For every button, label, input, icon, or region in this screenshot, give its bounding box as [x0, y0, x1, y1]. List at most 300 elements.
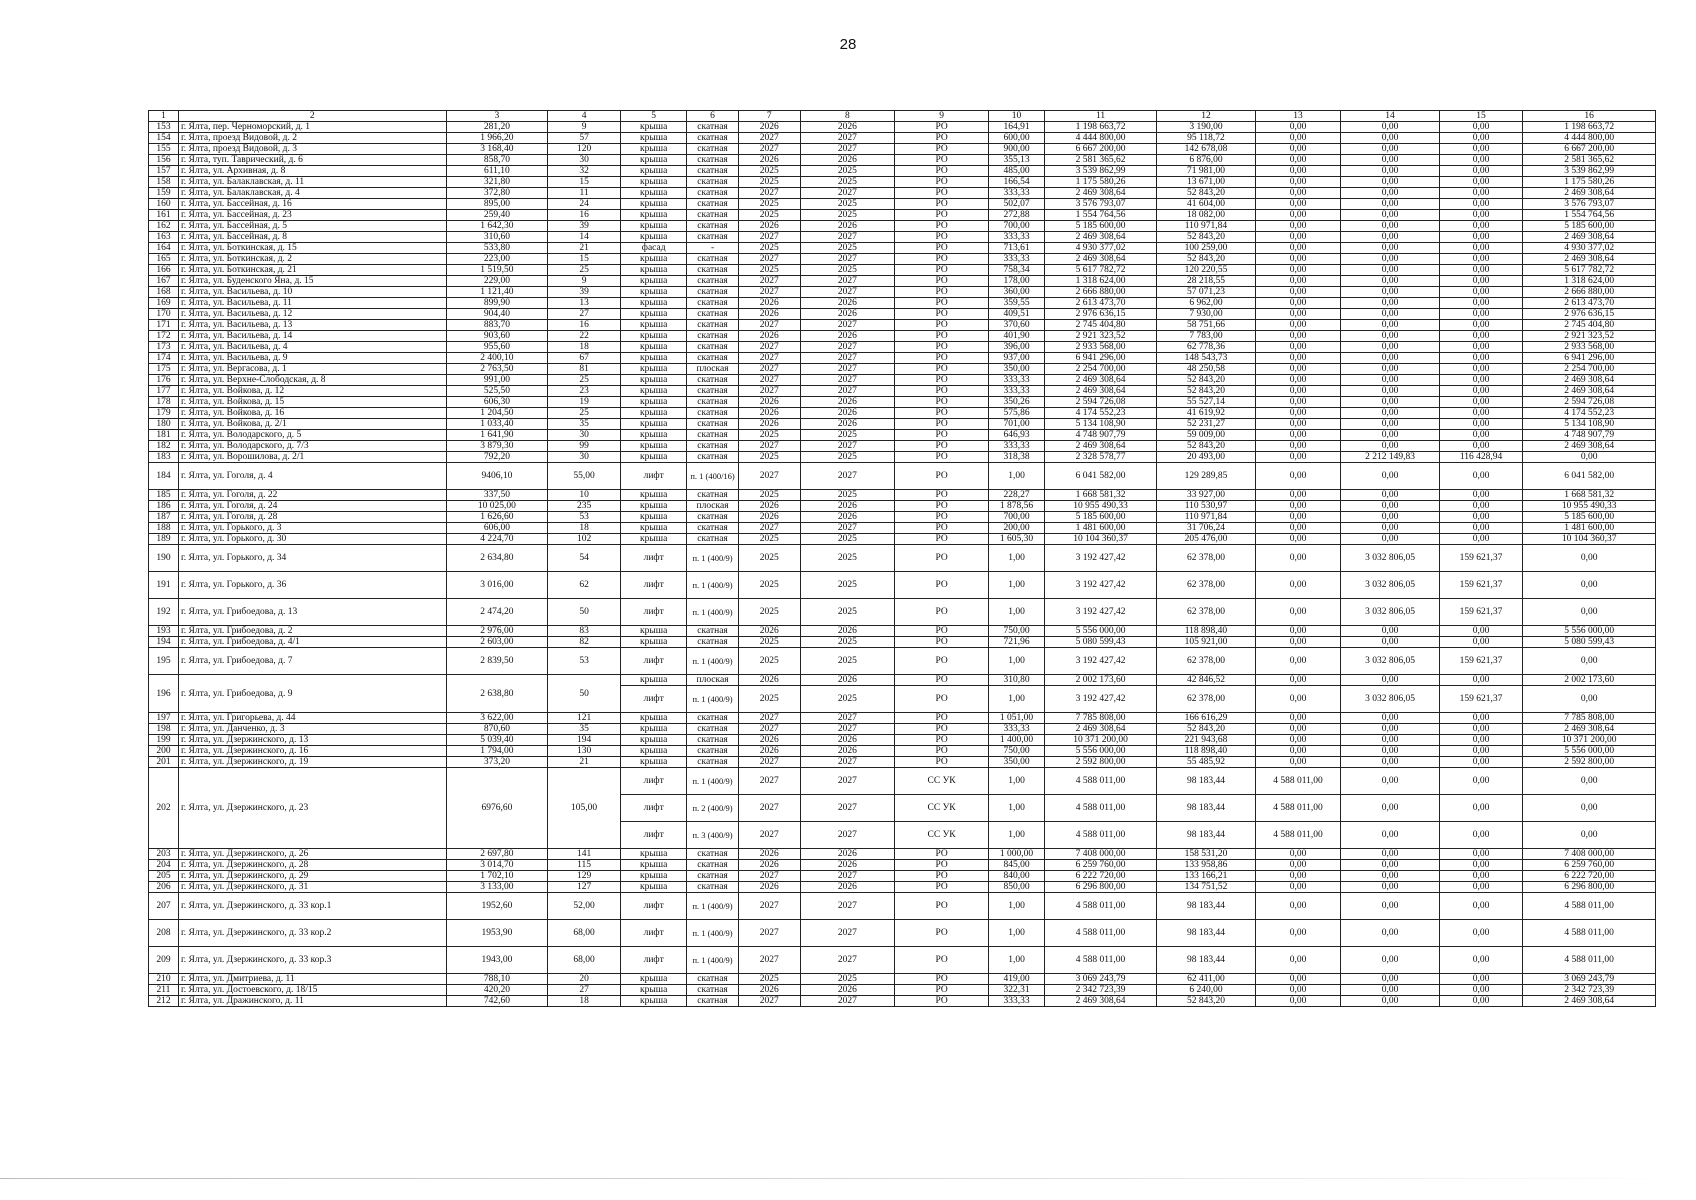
cell-c5: лифт: [621, 822, 687, 849]
cell-c8: 2027: [800, 768, 894, 795]
cell-n: 200: [149, 746, 179, 757]
cell-c15: 0,00: [1439, 724, 1522, 735]
cell-c6: скатная: [687, 724, 738, 735]
cell-c11: 4 588 011,00: [1044, 947, 1156, 974]
cell-c9: РО: [895, 746, 989, 757]
cell-c11: 4 748 907,79: [1044, 430, 1156, 441]
cell-c4: 62: [548, 572, 621, 599]
cell-addr: г. Ялта, проезд Видовой, д. 2: [178, 133, 446, 144]
cell-c7: 2027: [738, 254, 800, 265]
cell-c12: 57 071,23: [1157, 287, 1255, 298]
cell-c13: 0,00: [1255, 974, 1341, 985]
cell-c15: 159 621,37: [1439, 572, 1522, 599]
cell-c5: крыша: [621, 254, 687, 265]
cell-c13: 0,00: [1255, 155, 1341, 166]
cell-c8: 2026: [800, 860, 894, 871]
table-row: [149, 265, 1656, 276]
cell-c3: 1 204,50: [446, 408, 548, 419]
cell-c9: РО: [895, 188, 989, 199]
cell-c3: 373,20: [446, 757, 548, 768]
cell-c7: 2025: [738, 599, 800, 626]
cell-c12: 7 930,00: [1157, 309, 1255, 320]
table-row: [149, 501, 1656, 512]
cell-c6: скатная: [687, 133, 738, 144]
cell-n: 160: [149, 199, 179, 210]
cell-c15: 0,00: [1439, 441, 1522, 452]
cell-c8: 2027: [800, 276, 894, 287]
cell-n: 178: [149, 397, 179, 408]
cell-c5: крыша: [621, 523, 687, 534]
cell-c3: 606,30: [446, 397, 548, 408]
cell-c15: 0,00: [1439, 985, 1522, 996]
table-row: [149, 199, 1656, 210]
cell-c14: 0,00: [1341, 364, 1439, 375]
cell-c5: крыша: [621, 298, 687, 309]
cell-c5: крыша: [621, 974, 687, 985]
cell-c5: крыша: [621, 232, 687, 243]
cell-c9: РО: [895, 637, 989, 648]
cell-c11: 3 192 427,42: [1044, 545, 1156, 572]
cell-c4: 53: [548, 512, 621, 523]
cell-n: 192: [149, 599, 179, 626]
cell-c16: 4 444 800,00: [1523, 133, 1656, 144]
cell-n: 180: [149, 419, 179, 430]
cell-c16: 4 174 552,23: [1523, 408, 1656, 419]
cell-c14: 0,00: [1341, 254, 1439, 265]
cell-c10: 1,00: [989, 648, 1045, 675]
cell-addr: г. Ялта, ул. Гоголя, д. 28: [178, 512, 446, 523]
cell-c10: 272,88: [989, 210, 1045, 221]
cell-c9: РО: [895, 882, 989, 893]
table-row: [149, 735, 1656, 746]
cell-c3: 525,50: [446, 386, 548, 397]
cell-c6: -: [687, 243, 738, 254]
cell-c5: крыша: [621, 177, 687, 188]
cell-c7: 2025: [738, 210, 800, 221]
cell-c12: 133 958,86: [1157, 860, 1255, 871]
cell-c7: 2026: [738, 512, 800, 523]
cell-c3: 2 400,10: [446, 353, 548, 364]
cell-addr: г. Ялта, ул. Верхне-Слободская, д. 8: [178, 375, 446, 386]
cell-c10: 713,61: [989, 243, 1045, 254]
column-header: 8: [800, 111, 894, 122]
cell-addr: г. Ялта, ул. Дражинского, д. 11: [178, 996, 446, 1007]
cell-c15: 0,00: [1439, 155, 1522, 166]
cell-c3: 2 697,80: [446, 849, 548, 860]
cell-c11: 2 328 578,77: [1044, 452, 1156, 463]
cell-c10: 1,00: [989, 795, 1045, 822]
cell-c5: лифт: [621, 545, 687, 572]
cell-c13: 0,00: [1255, 512, 1341, 523]
cell-c3: 2 638,80: [446, 675, 548, 713]
cell-c3: 611,10: [446, 166, 548, 177]
cell-c11: 4 588 011,00: [1044, 920, 1156, 947]
cell-c6: скатная: [687, 452, 738, 463]
table-row: [149, 871, 1656, 882]
cell-c6: скатная: [687, 534, 738, 545]
cell-c11: 6 941 296,00: [1044, 353, 1156, 364]
cell-c14: 0,00: [1341, 974, 1439, 985]
cell-c12: 41 619,92: [1157, 408, 1255, 419]
cell-c13: 0,00: [1255, 419, 1341, 430]
cell-c16: 3 576 793,07: [1523, 199, 1656, 210]
cell-c12: 52 843,20: [1157, 996, 1255, 1007]
cell-c9: РО: [895, 309, 989, 320]
cell-c14: 0,00: [1341, 232, 1439, 243]
cell-addr: г. Ялта, ул. Войкова, д. 2/1: [178, 419, 446, 430]
cell-c4: 11: [548, 188, 621, 199]
cell-c13: 0,00: [1255, 254, 1341, 265]
cell-c14: 3 032 806,05: [1341, 686, 1439, 713]
cell-c16: 2 469 308,64: [1523, 996, 1656, 1007]
cell-c13: 0,00: [1255, 199, 1341, 210]
cell-c6: скатная: [687, 408, 738, 419]
cell-c16: 2 342 723,39: [1523, 985, 1656, 996]
cell-n: 153: [149, 122, 179, 133]
cell-c3: 2 763,50: [446, 364, 548, 375]
cell-c4: 15: [548, 254, 621, 265]
cell-c8: 2025: [800, 599, 894, 626]
cell-c7: 2027: [738, 375, 800, 386]
cell-c9: РО: [895, 199, 989, 210]
cell-c6: п. 1 (400/9): [687, 686, 738, 713]
cell-c3: 2 474,20: [446, 599, 548, 626]
cell-c3: 742,60: [446, 996, 548, 1007]
table-row: [149, 155, 1656, 166]
cell-c14: 0,00: [1341, 947, 1439, 974]
cell-c12: 133 166,21: [1157, 871, 1255, 882]
cell-c8: 2026: [800, 309, 894, 320]
cell-c8: 2027: [800, 342, 894, 353]
cell-c13: 0,00: [1255, 452, 1341, 463]
cell-c8: 2025: [800, 572, 894, 599]
cell-addr: г. Ялта, ул. Грибоедова, д. 13: [178, 599, 446, 626]
cell-c5: крыша: [621, 155, 687, 166]
cell-n: 196: [149, 675, 179, 713]
cell-c4: 102: [548, 534, 621, 545]
cell-c8: 2027: [800, 795, 894, 822]
cell-c13: 0,00: [1255, 221, 1341, 232]
cell-addr: г. Ялта, ул. Васильева, д. 14: [178, 331, 446, 342]
cell-c11: 2 469 308,64: [1044, 188, 1156, 199]
cell-c15: 0,00: [1439, 287, 1522, 298]
table-row: [149, 996, 1656, 1007]
cell-c12: 41 604,00: [1157, 199, 1255, 210]
cell-c16: 4 930 377,02: [1523, 243, 1656, 254]
cell-c8: 2025: [800, 177, 894, 188]
cell-addr: г. Ялта, ул. Васильева, д. 9: [178, 353, 446, 364]
cell-c4: 15: [548, 177, 621, 188]
cell-n: 204: [149, 860, 179, 871]
cell-c12: 134 751,52: [1157, 882, 1255, 893]
cell-c15: 116 428,94: [1439, 452, 1522, 463]
cell-n: 173: [149, 342, 179, 353]
cell-n: 187: [149, 512, 179, 523]
cell-c13: 0,00: [1255, 871, 1341, 882]
column-header: 10: [989, 111, 1045, 122]
cell-c8: 2025: [800, 265, 894, 276]
cell-c11: 2 666 880,00: [1044, 287, 1156, 298]
cell-c7: 2027: [738, 276, 800, 287]
cell-c7: 2025: [738, 534, 800, 545]
cell-c10: 318,38: [989, 452, 1045, 463]
cell-addr: г. Ялта, ул. Дзержинского, д. 13: [178, 735, 446, 746]
cell-c7: 2025: [738, 686, 800, 713]
cell-c14: 0,00: [1341, 882, 1439, 893]
cell-c5: крыша: [621, 675, 687, 686]
cell-c13: 0,00: [1255, 724, 1341, 735]
cell-c12: 58 751,66: [1157, 320, 1255, 331]
cell-c10: 166,54: [989, 177, 1045, 188]
cell-c3: 899,90: [446, 298, 548, 309]
cell-c14: 3 032 806,05: [1341, 545, 1439, 572]
cell-c8: 2027: [800, 188, 894, 199]
cell-c12: 62 378,00: [1157, 686, 1255, 713]
cell-c4: 20: [548, 974, 621, 985]
cell-n: 158: [149, 177, 179, 188]
cell-c7: 2027: [738, 822, 800, 849]
cell-c10: 646,93: [989, 430, 1045, 441]
cell-c11: 2 469 308,64: [1044, 375, 1156, 386]
cell-c7: 2026: [738, 221, 800, 232]
cell-c3: 1 519,50: [446, 265, 548, 276]
cell-n: 177: [149, 386, 179, 397]
cell-c12: 148 543,73: [1157, 353, 1255, 364]
cell-c8: 2026: [800, 408, 894, 419]
cell-c7: 2025: [738, 545, 800, 572]
cell-c9: РО: [895, 353, 989, 364]
cell-c15: 0,00: [1439, 974, 1522, 985]
cell-c4: 35: [548, 419, 621, 430]
cell-c9: РО: [895, 144, 989, 155]
cell-c8: 2025: [800, 166, 894, 177]
cell-c6: плоская: [687, 364, 738, 375]
cell-c8: 2027: [800, 724, 894, 735]
cell-c7: 2025: [738, 265, 800, 276]
cell-c9: РО: [895, 675, 989, 686]
cell-c3: 3 879,30: [446, 441, 548, 452]
table-body: [149, 122, 1656, 1007]
cell-c11: 2 469 308,64: [1044, 232, 1156, 243]
cell-c16: 1 175 580,26: [1523, 177, 1656, 188]
cell-c9: РО: [895, 298, 989, 309]
cell-c8: 2026: [800, 419, 894, 430]
cell-c13: 0,00: [1255, 534, 1341, 545]
cell-c7: 2027: [738, 353, 800, 364]
cell-c9: РО: [895, 648, 989, 675]
cell-c16: 2 469 308,64: [1523, 188, 1656, 199]
cell-c15: 0,00: [1439, 746, 1522, 757]
cell-c15: 0,00: [1439, 882, 1522, 893]
cell-c4: 121: [548, 713, 621, 724]
cell-c14: 0,00: [1341, 342, 1439, 353]
cell-c7: 2027: [738, 364, 800, 375]
cell-c12: 110 971,84: [1157, 512, 1255, 523]
cell-c8: 2026: [800, 735, 894, 746]
cell-c5: крыша: [621, 757, 687, 768]
cell-c12: 3 190,00: [1157, 122, 1255, 133]
cell-c16: 5 134 108,90: [1523, 419, 1656, 430]
cell-c13: 0,00: [1255, 996, 1341, 1007]
cell-c10: 178,00: [989, 276, 1045, 287]
cell-c10: 900,00: [989, 144, 1045, 155]
cell-c10: 840,00: [989, 871, 1045, 882]
cell-c6: скатная: [687, 232, 738, 243]
cell-c10: 333,33: [989, 996, 1045, 1007]
cell-c16: 6 041 582,00: [1523, 463, 1656, 490]
cell-c16: 6 259 760,00: [1523, 860, 1656, 871]
cell-c15: 0,00: [1439, 419, 1522, 430]
cell-c15: 0,00: [1439, 375, 1522, 386]
cell-c12: 110 530,97: [1157, 501, 1255, 512]
cell-c5: крыша: [621, 626, 687, 637]
cell-addr: г. Ялта, ул. Войкова, д. 16: [178, 408, 446, 419]
cell-c11: 2 613 473,70: [1044, 298, 1156, 309]
cell-c3: 2 603,00: [446, 637, 548, 648]
cell-c14: 0,00: [1341, 133, 1439, 144]
cell-c16: 2 594 726,08: [1523, 397, 1656, 408]
cell-c5: лифт: [621, 463, 687, 490]
cell-c8: 2026: [800, 122, 894, 133]
table-row: [149, 882, 1656, 893]
cell-c16: 0,00: [1523, 686, 1656, 713]
cell-c10: 333,33: [989, 386, 1045, 397]
cell-c14: 3 032 806,05: [1341, 599, 1439, 626]
cell-c8: 2027: [800, 353, 894, 364]
cell-c12: 6 240,00: [1157, 985, 1255, 996]
cell-c12: 166 616,29: [1157, 713, 1255, 724]
cell-c13: 4 588 011,00: [1255, 795, 1341, 822]
cell-c15: 0,00: [1439, 133, 1522, 144]
cell-c9: РО: [895, 512, 989, 523]
cell-c14: 0,00: [1341, 920, 1439, 947]
cell-addr: г. Ялта, ул. Балаклавская, д. 11: [178, 177, 446, 188]
cell-c6: скатная: [687, 155, 738, 166]
cell-c7: 2026: [738, 397, 800, 408]
cell-c13: 0,00: [1255, 397, 1341, 408]
cell-n: 190: [149, 545, 179, 572]
cell-c16: 2 592 800,00: [1523, 757, 1656, 768]
table-row: [149, 637, 1656, 648]
cell-c16: 10 371 200,00: [1523, 735, 1656, 746]
cell-c11: 2 469 308,64: [1044, 441, 1156, 452]
cell-c15: 159 621,37: [1439, 648, 1522, 675]
cell-c14: 0,00: [1341, 768, 1439, 795]
cell-c10: 1 605,30: [989, 534, 1045, 545]
cell-c7: 2026: [738, 985, 800, 996]
cell-c15: 0,00: [1439, 188, 1522, 199]
cell-c12: 7 783,00: [1157, 331, 1255, 342]
cell-c14: 0,00: [1341, 419, 1439, 430]
cell-c12: 52 843,20: [1157, 724, 1255, 735]
table-row: [149, 599, 1656, 626]
cell-c4: 68,00: [548, 920, 621, 947]
cell-c15: 0,00: [1439, 713, 1522, 724]
cell-c5: фасад: [621, 243, 687, 254]
cell-c14: 0,00: [1341, 287, 1439, 298]
cell-c8: 2027: [800, 996, 894, 1007]
cell-n: 175: [149, 364, 179, 375]
cell-c16: 0,00: [1523, 768, 1656, 795]
column-header: 15: [1439, 111, 1522, 122]
cell-c6: скатная: [687, 523, 738, 534]
table-row: [149, 675, 1656, 686]
cell-c4: 30: [548, 430, 621, 441]
cell-c8: 2027: [800, 523, 894, 534]
cell-c15: 0,00: [1439, 166, 1522, 177]
cell-c3: 1952,60: [446, 893, 548, 920]
cell-c4: 21: [548, 757, 621, 768]
cell-c16: 5 556 000,00: [1523, 746, 1656, 757]
cell-c14: 0,00: [1341, 996, 1439, 1007]
cell-c4: 25: [548, 408, 621, 419]
table-row: [149, 320, 1656, 331]
cell-c14: 0,00: [1341, 637, 1439, 648]
cell-c7: 2025: [738, 166, 800, 177]
cell-c11: 4 174 552,23: [1044, 408, 1156, 419]
cell-c6: скатная: [687, 353, 738, 364]
cell-c12: 205 476,00: [1157, 534, 1255, 545]
cell-addr: г. Ялта, ул. Боткинская, д. 15: [178, 243, 446, 254]
cell-c7: 2027: [738, 713, 800, 724]
cell-c5: крыша: [621, 364, 687, 375]
cell-c14: 0,00: [1341, 430, 1439, 441]
cell-c12: 142 678,08: [1157, 144, 1255, 155]
cell-c12: 98 183,44: [1157, 822, 1255, 849]
cell-c6: скатная: [687, 221, 738, 232]
cell-c10: 419,00: [989, 974, 1045, 985]
cell-c5: крыша: [621, 735, 687, 746]
cell-c4: 27: [548, 985, 621, 996]
cell-c5: лифт: [621, 893, 687, 920]
cell-c6: скатная: [687, 309, 738, 320]
cell-n: 170: [149, 309, 179, 320]
cell-c3: 9406,10: [446, 463, 548, 490]
cell-c4: 25: [548, 375, 621, 386]
cell-n: 199: [149, 735, 179, 746]
cell-c7: 2026: [738, 746, 800, 757]
cell-c5: крыша: [621, 408, 687, 419]
cell-addr: г. Ялта, ул. Гоголя, д. 22: [178, 490, 446, 501]
cell-c9: РО: [895, 320, 989, 331]
cell-c15: 0,00: [1439, 735, 1522, 746]
cell-c15: 0,00: [1439, 768, 1522, 795]
cell-addr: г. Ялта, ул. Дзержинского, д. 31: [178, 882, 446, 893]
cell-n: 212: [149, 996, 179, 1007]
cell-c15: 0,00: [1439, 342, 1522, 353]
cell-c16: 10 955 490,33: [1523, 501, 1656, 512]
table-row: [149, 276, 1656, 287]
cell-c8: 2027: [800, 441, 894, 452]
cell-n: 176: [149, 375, 179, 386]
cell-n: 166: [149, 265, 179, 276]
cell-c9: РО: [895, 893, 989, 920]
table-row: [149, 133, 1656, 144]
cell-c9: РО: [895, 430, 989, 441]
cell-c16: 1 668 581,32: [1523, 490, 1656, 501]
table-row: [149, 166, 1656, 177]
cell-c16: 0,00: [1523, 599, 1656, 626]
cell-n: 183: [149, 452, 179, 463]
cell-c14: 0,00: [1341, 276, 1439, 287]
cell-c7: 2027: [738, 920, 800, 947]
cell-c8: 2027: [800, 947, 894, 974]
cell-c7: 2026: [738, 735, 800, 746]
cell-c3: 792,20: [446, 452, 548, 463]
cell-n: 161: [149, 210, 179, 221]
cell-c12: 52 843,20: [1157, 375, 1255, 386]
cell-c13: 0,00: [1255, 523, 1341, 534]
